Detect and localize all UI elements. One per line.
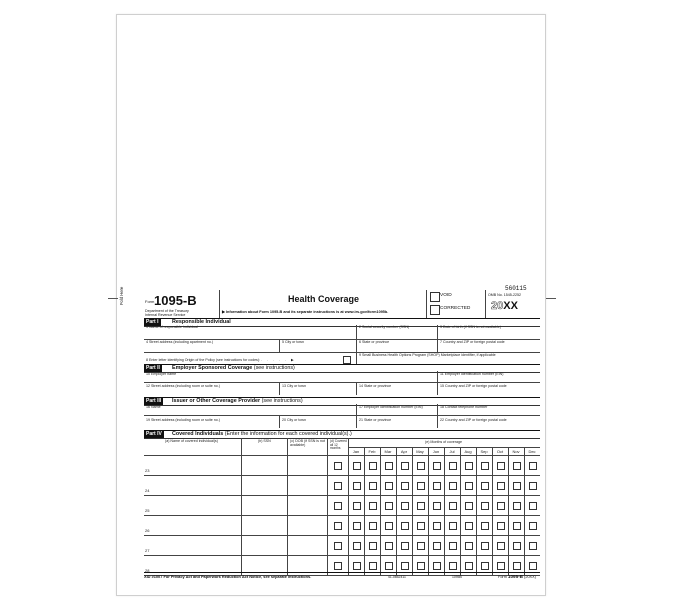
field-17-label: 17 Employer identification number (EIN) — [359, 405, 423, 409]
month-checkbox-jul[interactable] — [449, 542, 457, 550]
month-checkbox-may[interactable] — [417, 562, 425, 570]
month-checkbox-oct[interactable] — [497, 522, 505, 530]
month-header-nov: Nov — [512, 449, 520, 454]
month-header-oct: Oct — [496, 449, 504, 454]
tax-year-prefix: 20 — [491, 300, 504, 312]
covered-dob-input[interactable] — [288, 476, 326, 494]
month-checkbox-aug[interactable] — [465, 462, 473, 470]
month-header-dec: Dec — [528, 449, 536, 454]
field-19-label: 19 Street address (including room or suite no.) — [146, 418, 220, 422]
month-header-aug: Aug — [464, 449, 472, 454]
field-2-label: 2 Social security number (SSN) — [359, 325, 410, 329]
month-checkbox-may[interactable] — [417, 462, 425, 470]
field-22-label: 22 Country and ZIP or foreign postal code — [440, 418, 507, 422]
row-number: 26 — [145, 528, 150, 533]
month-checkbox-apr[interactable] — [401, 502, 409, 510]
month-checkbox-nov[interactable] — [513, 522, 521, 530]
grid-col-rule — [327, 438, 328, 575]
month-checkbox-nov[interactable] — [513, 482, 521, 490]
all-12-months-checkbox[interactable] — [334, 462, 342, 470]
field-16-label: 16 Name — [146, 405, 161, 409]
field-13-label: 13 City or town — [282, 384, 306, 388]
month-checkbox-jun[interactable] — [433, 542, 441, 550]
month-checkbox-dec[interactable] — [529, 562, 537, 570]
field-8-label: 8 Enter letter identifying Origin of the Policy (see instructions for codes): . . . . . ▶ — [146, 358, 296, 362]
month-checkbox-jun[interactable] — [433, 482, 441, 490]
covered-ssn-input[interactable] — [242, 516, 286, 534]
month-checkbox-nov[interactable] — [513, 502, 521, 510]
month-checkbox-mar[interactable] — [385, 502, 393, 510]
grid-month-rule — [508, 447, 509, 575]
month-header-may: May — [416, 449, 424, 454]
covered-dob-input[interactable] — [288, 496, 326, 514]
month-checkbox-sep[interactable] — [481, 562, 489, 570]
month-checkbox-jan[interactable] — [353, 482, 361, 490]
month-checkbox-jan[interactable] — [353, 462, 361, 470]
row-number: 24 — [145, 488, 150, 493]
covered-ssn-input[interactable] — [242, 496, 286, 514]
field-15-label: 15 Country and ZIP or foreign postal code — [440, 384, 507, 388]
corrected-checkbox[interactable] — [430, 305, 440, 315]
grid-col-rule — [348, 438, 349, 575]
col-e-header: (e) Months of coverage — [425, 440, 462, 444]
month-checkbox-dec[interactable] — [529, 522, 537, 530]
month-checkbox-aug[interactable] — [465, 502, 473, 510]
corrected-label: CORRECTED — [440, 306, 471, 311]
month-checkbox-jul[interactable] — [449, 522, 457, 530]
field-3-label: 3 Date of birth (if SSN is not available) — [440, 325, 501, 329]
col-c-header: (c) DOB (if SSN is not available) — [290, 439, 325, 447]
part-2-title-text: Employer Sponsored Coverage — [172, 365, 253, 371]
month-checkbox-jun[interactable] — [433, 522, 441, 530]
covered-name-input[interactable] — [154, 516, 239, 534]
month-checkbox-dec[interactable] — [529, 482, 537, 490]
part-2-label: Part II — [146, 365, 160, 371]
part-3-label: Part III — [146, 398, 162, 404]
fold-tick-right — [546, 298, 556, 299]
all-12-months-checkbox[interactable] — [334, 522, 342, 530]
all-12-months-checkbox[interactable] — [334, 542, 342, 550]
fold-here-label: Fold Here — [119, 286, 124, 305]
covered-name-input[interactable] — [154, 496, 239, 514]
grid-month-rule — [396, 447, 397, 575]
month-checkbox-jan[interactable] — [353, 522, 361, 530]
field-8-input[interactable] — [343, 356, 351, 364]
month-checkbox-apr[interactable] — [401, 562, 409, 570]
form-title: Health Coverage — [288, 294, 360, 304]
footer-form-number: 1095-B — [507, 574, 523, 579]
month-header-mar: Mar — [384, 449, 392, 454]
month-checkbox-feb[interactable] — [369, 562, 377, 570]
row-number: 27 — [145, 548, 150, 553]
month-checkbox-oct[interactable] — [497, 502, 505, 510]
field-1-label: 1 Name of responsible individual — [146, 325, 198, 329]
month-checkbox-feb[interactable] — [369, 522, 377, 530]
month-checkbox-mar[interactable] — [385, 562, 393, 570]
month-checkbox-apr[interactable] — [401, 522, 409, 530]
month-checkbox-jan[interactable] — [353, 542, 361, 550]
row-number: 28 — [145, 568, 150, 573]
footer-notice: XID #1007 For Privacy Act and Paperwork Reduction Act Notice, see separate instructions. — [144, 574, 312, 579]
field-12-label: 12 Street address (including room or suite no.) — [146, 384, 220, 388]
month-checkbox-jul[interactable] — [449, 482, 457, 490]
form-code: 560115 — [505, 285, 527, 292]
part-4-title-text: Covered Individuals — [172, 431, 224, 437]
field-7-label: 7 Country and ZIP or foreign postal code — [440, 340, 505, 344]
month-checkbox-dec[interactable] — [529, 542, 537, 550]
grid-month-rule — [412, 447, 413, 575]
field-14-label: 14 State or province — [359, 384, 392, 388]
covered-dob-input[interactable] — [288, 536, 326, 554]
part-2-note: (see instructions) — [253, 365, 295, 371]
void-checkbox[interactable] — [430, 292, 440, 302]
month-header-jul: Jul — [449, 449, 455, 454]
grid-month-rule — [364, 447, 365, 575]
grid-month-rule — [460, 447, 461, 575]
month-checkbox-nov[interactable] — [513, 462, 521, 470]
dept-line-1: Department of the Treasury — [145, 309, 189, 313]
part-4-header — [144, 430, 540, 439]
part-4-title — [172, 431, 352, 438]
field-10-label: 10 Employer name — [146, 372, 177, 376]
month-checkbox-mar[interactable] — [385, 462, 393, 470]
covered-name-input[interactable] — [154, 476, 239, 494]
month-header-apr: Apr — [400, 449, 408, 454]
month-checkbox-aug[interactable] — [465, 542, 473, 550]
void-label: VOID — [440, 293, 452, 298]
month-checkbox-jul[interactable] — [449, 562, 457, 570]
month-checkbox-oct[interactable] — [497, 482, 505, 490]
month-checkbox-aug[interactable] — [465, 482, 473, 490]
month-checkbox-sep[interactable] — [481, 542, 489, 550]
month-checkbox-oct[interactable] — [497, 462, 505, 470]
part-3-title — [172, 398, 303, 405]
grid-month-rule — [444, 447, 445, 575]
month-checkbox-jun[interactable] — [433, 462, 441, 470]
month-checkbox-jul[interactable] — [449, 462, 457, 470]
field-9-label: 9 Small Business Health Options Program (SHOP) Marketplace identifier, if applicable — [359, 353, 496, 357]
part-4-label: Part IV — [146, 431, 162, 437]
field-11-label: 11 Employer identification number (EIN) — [440, 372, 504, 376]
row-number: 25 — [145, 508, 150, 513]
month-checkbox-dec[interactable] — [529, 462, 537, 470]
month-checkbox-apr[interactable] — [401, 542, 409, 550]
month-checkbox-aug[interactable] — [465, 562, 473, 570]
covered-dob-input[interactable] — [288, 516, 326, 534]
dept-line-2: Internal Revenue Service — [145, 313, 186, 317]
month-checkbox-sep[interactable] — [481, 522, 489, 530]
all-12-months-checkbox[interactable] — [334, 562, 342, 570]
month-checkbox-mar[interactable] — [385, 522, 393, 530]
covered-name-input[interactable] — [154, 536, 239, 554]
footer-form — [498, 575, 536, 580]
part-3-title-text: Issuer or Other Coverage Provider — [172, 398, 261, 404]
footer-cat: 41-0852411 — [388, 575, 406, 579]
grid-month-rule — [476, 447, 477, 575]
grid-col-rule — [241, 438, 242, 575]
field-20-label: 20 City or town — [282, 418, 306, 422]
grid-month-rule — [524, 447, 525, 575]
field-4-label: 4 Street address (including apartment no.) — [146, 340, 214, 344]
tax-year-suffix: XX — [503, 300, 518, 312]
month-checkbox-feb[interactable] — [369, 542, 377, 550]
month-checkbox-mar[interactable] — [385, 482, 393, 490]
month-checkbox-apr[interactable] — [401, 462, 409, 470]
footer-code: 1095B — [452, 575, 462, 579]
covered-ssn-input[interactable] — [242, 456, 286, 474]
all-12-months-checkbox[interactable] — [334, 482, 342, 490]
grid-month-rule — [380, 447, 381, 575]
tax-year — [491, 301, 518, 312]
col-b-header: (b) SSN — [258, 439, 271, 443]
part-1-label: Part I — [146, 319, 159, 325]
month-header-sep: Sep — [480, 449, 488, 454]
month-checkbox-jul[interactable] — [449, 502, 457, 510]
covered-name-input[interactable] — [154, 456, 239, 474]
info-line: ▶ Information about Form 1095-B and its separate instructions is at www.irs.gov/form1095b. — [222, 310, 389, 314]
grid-month-rule — [492, 447, 493, 575]
month-checkbox-dec[interactable] — [529, 502, 537, 510]
month-checkbox-sep[interactable] — [481, 462, 489, 470]
field-21-label: 21 State or province — [359, 418, 392, 422]
all-12-months-checkbox[interactable] — [334, 502, 342, 510]
month-checkbox-oct[interactable] — [497, 562, 505, 570]
covered-ssn-input[interactable] — [242, 476, 286, 494]
month-checkbox-feb[interactable] — [369, 482, 377, 490]
month-checkbox-feb[interactable] — [369, 462, 377, 470]
col-d-header: (d) Covered all 12 months — [330, 439, 347, 451]
month-checkbox-apr[interactable] — [401, 482, 409, 490]
month-checkbox-nov[interactable] — [513, 542, 521, 550]
footer-form-year: (20XX) — [524, 575, 536, 579]
part-1-title: Responsible Individual — [172, 319, 231, 325]
grid-month-rule — [428, 447, 429, 575]
month-checkbox-may[interactable] — [417, 482, 425, 490]
form-number: 1095-B — [154, 293, 197, 308]
grid-col-rule — [287, 438, 288, 575]
month-checkbox-mar[interactable] — [385, 542, 393, 550]
month-checkbox-jun[interactable] — [433, 562, 441, 570]
month-checkbox-feb[interactable] — [369, 502, 377, 510]
month-checkbox-sep[interactable] — [481, 502, 489, 510]
field-6-label: 6 State or province — [359, 340, 390, 344]
month-checkbox-jan[interactable] — [353, 562, 361, 570]
form-word: Form — [145, 299, 155, 304]
month-checkbox-may[interactable] — [417, 522, 425, 530]
month-header-jan: Jan — [352, 449, 360, 454]
field-18-label: 18 Contact telephone number — [440, 405, 488, 409]
covered-ssn-input[interactable] — [242, 536, 286, 554]
month-checkbox-may[interactable] — [417, 542, 425, 550]
omb-number: OMB No. 1545-2252 — [488, 293, 521, 297]
month-header-jun: Jun — [432, 449, 440, 454]
part-3-note: (see instructions) — [261, 398, 303, 404]
month-checkbox-jan[interactable] — [353, 502, 361, 510]
field-5-label: 5 City or town — [282, 340, 304, 344]
footer-form-word: Form — [498, 575, 507, 579]
month-checkbox-aug[interactable] — [465, 522, 473, 530]
part-4-note: (Enter the information for each covered individual(s).) — [224, 431, 352, 437]
month-header-feb: Feb — [368, 449, 376, 454]
part-2-title — [172, 365, 295, 372]
month-checkbox-jun[interactable] — [433, 502, 441, 510]
col-a-header: (a) Name of covered individual(s) — [165, 439, 218, 443]
row-number: 23 — [145, 468, 150, 473]
fold-tick-left — [108, 298, 118, 299]
field-8-text: 8 Enter letter identifying Origin of the Policy (see instructions for codes): — [146, 358, 261, 362]
covered-dob-input[interactable] — [288, 456, 326, 474]
month-checkbox-may[interactable] — [417, 502, 425, 510]
month-checkbox-oct[interactable] — [497, 542, 505, 550]
month-checkbox-sep[interactable] — [481, 482, 489, 490]
month-checkbox-nov[interactable] — [513, 562, 521, 570]
